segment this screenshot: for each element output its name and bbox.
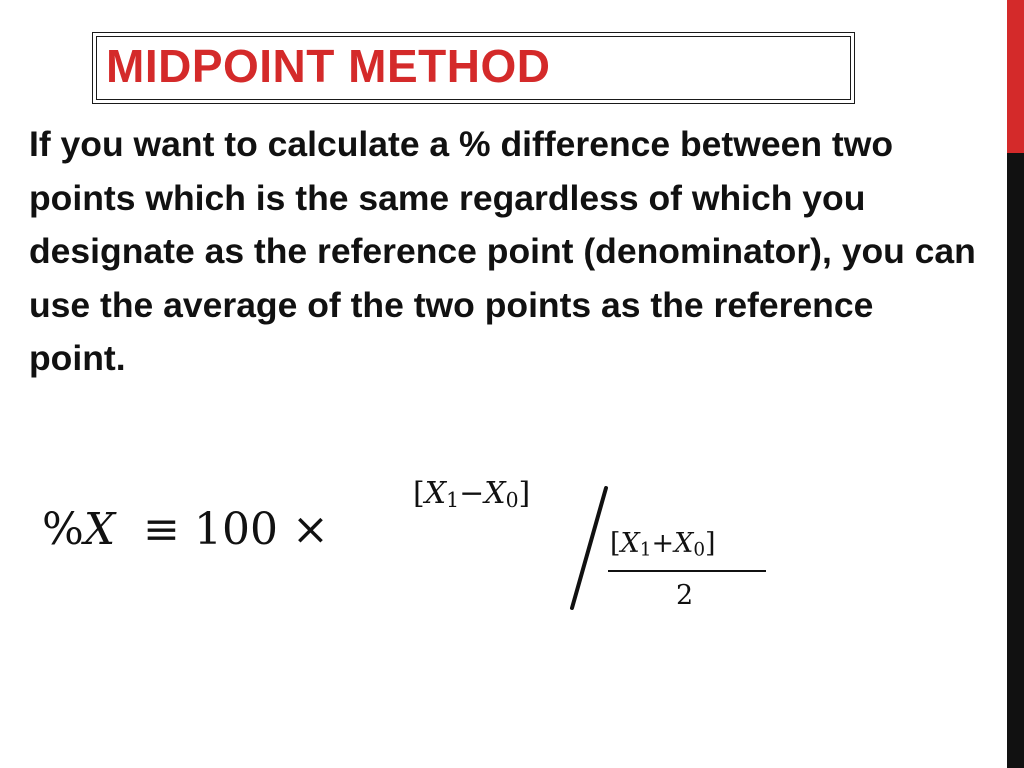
denominator-close-bracket: ]	[705, 528, 716, 559]
formula-denominator-sum	[610, 526, 716, 569]
numerator-x0: X	[484, 476, 506, 511]
numerator-sub-0: 0	[505, 488, 519, 513]
numerator-minus: −	[459, 476, 485, 511]
midpoint-formula	[0, 470, 800, 620]
denominator-x0: X	[674, 528, 694, 559]
denominator-plus: +	[651, 528, 675, 559]
variable-x: X	[83, 504, 116, 555]
equivalence-symbol: ≡	[143, 504, 180, 555]
title-box	[92, 32, 855, 104]
denominator-fraction-bar	[608, 570, 766, 572]
numerator-sub-1: 1	[446, 488, 460, 513]
denominator-sub-0: 0	[693, 539, 706, 561]
denominator-open-bracket: [	[610, 528, 621, 559]
denominator-divisor: 2	[676, 580, 694, 611]
denominator-sub-1: 1	[639, 539, 652, 561]
numerator-x1: X	[424, 476, 447, 511]
slide-title: MIDPOINT METHOD	[106, 40, 551, 92]
body-paragraph: If you want to calculate a % difference between two points which is the same regardless of which you designate as the reference point (denominator), you can use the average of the two points as the reference point.	[29, 124, 976, 378]
formula-numerator	[413, 474, 530, 520]
formula-lhs	[42, 500, 329, 560]
percent-sign: %	[42, 504, 84, 555]
accent-bar-red	[1007, 0, 1024, 153]
constant-100: 100	[194, 504, 278, 555]
accent-bar-black	[1007, 153, 1024, 768]
denominator-x1: X	[620, 528, 640, 559]
numerator-open-bracket: [	[413, 476, 425, 511]
times-symbol: ×	[291, 504, 329, 555]
numerator-close-bracket: ]	[518, 476, 531, 511]
